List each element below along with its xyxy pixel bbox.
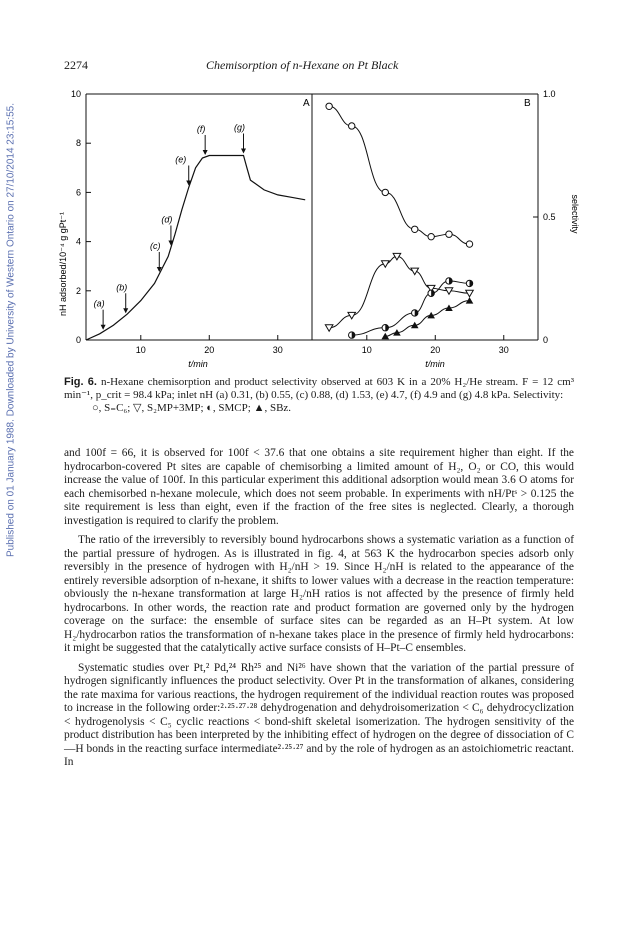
marker-open-circle xyxy=(466,241,472,247)
paragraph-2: The ratio of the irreversibly to reversibly bound hydrocarbons shows a systematic variation as a function of the partial pressure of hydrogen. As is illustrated in fig. 4, at 563 K the hydrocarbon species adsorb only reversibly in the presence of hydrogen with H₂/nH > 19. Since H₂/nH is related to the appearance of the entirely reversible adsorption of n-hexane, it shifts to lower values with a decrease in the reaction temperature: obviously the n-hexane transformation at large H₂/nH ratios is not affected by the presence of firmly held hydrocarbons. In other words, the reaction rate and product formation are governed only by the hydrogen coverage on the surface: the ensemble of surface sites can be regarded as an H–Pt system. At low H₂/hydrocarbon ratios the transformation of n-hexane takes place in the presence of firmly held hydrocarbons: it might be suggested that the catalytically active surface consists of H–Pt–C ensembles. xyxy=(64,534,574,654)
body-text xyxy=(64,447,574,776)
marker-open-circle xyxy=(428,233,434,239)
xlabel-a: t/min xyxy=(188,359,208,369)
panel-a-label: A xyxy=(303,98,310,109)
panel-a-y-tick-label: 4 xyxy=(75,236,81,247)
panel-b-y-tick-label: 0 xyxy=(543,335,549,345)
panel-a-y-tick-label: 0 xyxy=(75,335,81,345)
panel-a-x-tick-label: 20 xyxy=(204,345,215,355)
annotation-label: (c) xyxy=(150,240,161,251)
annotation-arrowhead xyxy=(203,150,208,155)
panel-b-x-tick-label: 30 xyxy=(498,345,509,355)
annotation-label: (d) xyxy=(161,214,173,225)
download-note: Published on 01 January 1988. Downloaded by University of Western Ontario on 27/10/2014 23:15:55. xyxy=(5,103,17,557)
paragraph-3: Systematic studies over Pt,² Pd,²⁴ Rh²⁵ and Ni²⁶ have shown that the variation of the partial pressure of hydrogen significantly influences the product selectivity. Over Pt in the transformation of alkanes, considering the rate maxima for various reactions, the hydrogen requirement of the individual reaction routes was proposed to increase in the following order:²·²⁵·²⁷·²⁸ dehydrogenation and dehydroisomerization < C₆ dehydrocyclization < hydrogenolysis < C₅ cyclic reactions < bond-shift skeletal isomerization. The hydrogen sensitivity of the product distribution has been interpreted by the inhibiting effect of hydrogen on the degree of dissociation of C—H bonds in the reacting surface intermediate²·²⁵·²⁷ and by the role of hydrogen as an astoichiometric reactant. In xyxy=(64,661,574,768)
figure-caption xyxy=(64,376,574,415)
marker-open-circle xyxy=(382,189,388,195)
figure xyxy=(50,86,590,376)
sidebar xyxy=(0,0,22,939)
annotation-label: (g) xyxy=(234,122,246,133)
panel-b-label: B xyxy=(524,98,531,109)
panel-a-x-tick-label: 30 xyxy=(272,345,283,355)
caption-text: n-Hexane chemisorption and product selectivity observed at 603 K in a 20% H₂/He stream. F = 12 cm³ min⁻¹, p_crit = 98.4 kPa; inlet nH (a) 0.31, (b) 0.55, (c) 0.88, (d) 1.53, (e) 4.7, (f) 4.9 and (g) 4.8 kPa. Selectivity: xyxy=(64,376,574,401)
panel-b-y-tick-label: 1.0 xyxy=(543,89,556,99)
panel-b xyxy=(312,89,556,355)
annotation-arrowhead xyxy=(101,325,106,330)
ylabel-right: selectivity xyxy=(570,194,580,234)
figure-svg xyxy=(50,86,590,376)
panel-b-x-tick-label: 10 xyxy=(361,345,372,355)
panel-b-x-tick-label: 20 xyxy=(430,345,441,355)
annotation-label: (a) xyxy=(93,298,105,309)
caption-selectivity: ○, S₌C₆; ▽, S₂MP+3MP; ◐, SMCP; ▲, SBz. xyxy=(92,402,292,414)
panel-a xyxy=(71,89,312,355)
xlabel-b: t/min xyxy=(425,359,445,369)
annotation-arrowhead xyxy=(241,149,246,154)
panel-a-y-tick-label: 10 xyxy=(70,89,81,99)
panel-b-y-tick-label: 0.5 xyxy=(543,212,556,222)
panel-a-x-tick-label: 10 xyxy=(135,345,146,355)
panel-a-adsorption-curve xyxy=(86,156,305,341)
annotation-arrowhead xyxy=(123,308,128,313)
annotation-label: (e) xyxy=(175,154,187,165)
annotation-label: (f) xyxy=(196,123,206,134)
panel-a-y-tick-label: 6 xyxy=(75,187,81,198)
annotation-label: (b) xyxy=(116,282,128,293)
page-number: 2274 xyxy=(64,58,88,72)
marker-open-circle xyxy=(326,103,332,109)
marker-open-circle xyxy=(446,231,452,237)
running-title: Chemisorption of n-Hexane on Pt Black xyxy=(206,58,399,72)
caption-label: Fig. 6. xyxy=(64,376,97,388)
marker-open-circle xyxy=(349,123,355,129)
marker-open-circle xyxy=(412,226,418,232)
panel-a-y-tick-label: 2 xyxy=(75,285,81,296)
ylabel-left: nH adsorbed/10⁻⁴ g gPt⁻¹ xyxy=(58,212,68,316)
panel-a-y-tick-label: 8 xyxy=(75,138,81,149)
marker-open-triangle-down xyxy=(325,325,333,332)
paragraph-1: and 100f = 66, it is observed for 100f < 37.6 that one obtains a site requirement higher than eight. If the hydrocarbon-covered Pt sites are capable of chemisorbing a limited amount of H₂, O₂ or CO, this would increase the value of 100f. In this particular experiment this additional adsorption would mean 3.6 O atoms for each chemisorbed n-hexane molecule, which does not seem probable. In experiments with nH/Ptˢ > 0.125 the site requirement is less than eight, even if the fraction of the free sites is neglected. Clearly, a thorough investigation is required to clarify the problem. xyxy=(64,447,574,527)
